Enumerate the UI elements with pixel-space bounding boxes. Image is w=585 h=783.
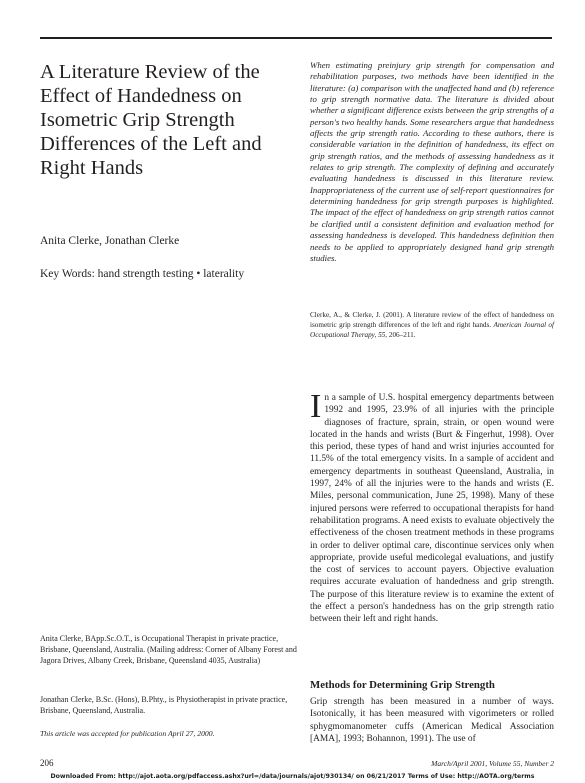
- body-paragraph-1: [310, 388, 554, 626]
- section-heading: Methods for Determining Grip Strength: [310, 679, 495, 691]
- citation-pages: 206–211.: [388, 331, 416, 340]
- top-rule: [40, 37, 552, 39]
- body-paragraph-1-text: n a sample of U.S. hospital emergency departments between 1992 and 1995, 23.9% of all injuries with the principle diagnoses of fracture, sprain, strain, or open wound were located in the hands and wrists (Burt & Fingerhut, 1998). Over this period, these types of hand and wrist injuries accounted for 11.5% of the total emergency visits. In a sample of accident and emergency departments in southeast Queensland, Australia, in 1997, 24% of all the injuries were to the hands and wrists (E. Miles, personal communication, June 25, 1998). Many of these injured persons were referred to occupational therapists for hand rehabilitation programs. A need exists to evaluate objectively the effectiveness of the chosen treatment methods in these programs in order to deliver optimal care, discontinue services only when appropriate, provide useful medicolegal evaluations, and justify the cost of services to account payers. Objective evaluation requires accurate evaluation of handedness and grip strength. The purpose of this literature review is to examine the extent of the effect a person's handedness has on the grip strength ratio between their left and right hands.: [310, 393, 554, 625]
- body-paragraph-2: Grip strength has been measured in a number of ways. Isotonically, it has been measured with vigorimeters or rolled sphygmomanometer cuffs (American Medical Association [AMA], 1993; Bohannon, 1991). The use of: [310, 697, 554, 744]
- article-keywords: Key Words: hand strength testing • laterality: [40, 268, 245, 280]
- citation: [310, 310, 554, 341]
- article-authors: Anita Clerke, Jonathan Clerke: [40, 235, 180, 247]
- page-number: 206: [40, 758, 54, 768]
- citation-text: Clerke, A., & Clerke, J. (2001). A literature review of the effect of handedness on isometric grip strength differences of the left and right hands.: [310, 311, 554, 330]
- article-title: A Literature Review of the Effect of Handedness on Isometric Grip Strength Differences of the Left and Right Hands: [40, 61, 262, 179]
- affiliation-anita: Anita Clerke, BApp.Sc.O.T., is Occupational Therapist in private practice, Brisbane, Queensland, Australia. (Mailing address: Corner of Albany Forest and Jagora Drives, Albany Creek, Brisbane, Queensland 4035, Australia): [40, 634, 297, 665]
- citation-journal: American Journal of Occupational Therapy, 55,: [310, 321, 555, 340]
- drop-cap: I: [310, 388, 322, 425]
- abstract: When estimating preinjury grip strength for compensation and rehabilitation purposes, two methods have been identified in the literature: (a) comparison with the unaffected hand and (b) reference to grip strength normative data. The literature is divided about whether a significant difference exists between the grip strengths of a person's two healthy hands. Some researchers argue that handedness affects the grip strength ratio. According to these authors, there is considerable variation in the definition of handedness, its effect on grip strength ratios, and the methods of assessing handedness as it relates to grip strength. The complexity of defining and accurately evaluating handedness is discussed in this literature review. Inappropriateness of the current use of self-report questionnaires for determining handedness for grip strength purposes is highlighted. The impact of the effect of handedness on grip strength ratios cannot be clarified until a consistent definition and evaluation method for assessing handedness is developed. This handedness definition then needs to be applied to appropriately designed hand grip strength studies.: [310, 60, 554, 263]
- journal-reference: March/April 2001, Volume 55, Number 2: [431, 759, 554, 768]
- accepted-note: This article was accepted for publication April 27, 2000.: [40, 729, 215, 738]
- affiliation-jonathan: Jonathan Clerke, B.Sc. (Hons), B.Phty., is Physiotherapist in private practice, Brisbane, Queensland, Australia.: [40, 695, 288, 715]
- download-notice: Downloaded From: http://ajot.aota.org/pdfaccess.ashx?url=/data/journals/ajot/930134/ on 06/21/2017 Terms of Use: http://AOTA.org/terms: [50, 773, 535, 780]
